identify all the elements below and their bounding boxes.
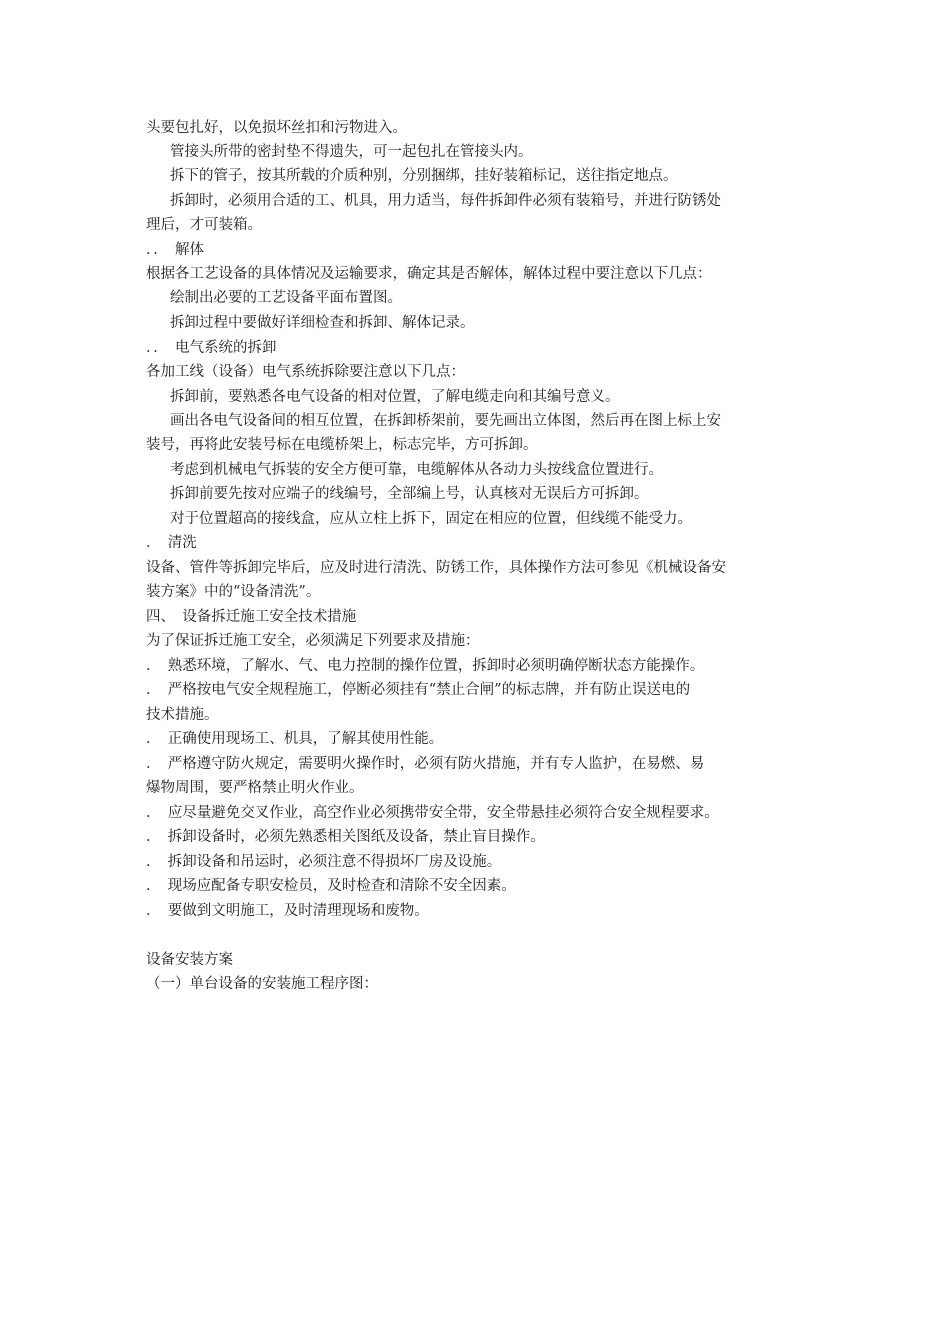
text-line: 绘制出必要的工艺设备平面布置图。 <box>170 290 402 306</box>
text-line: 头要包扎好，以免损坏丝扣和污物进入。 <box>146 120 407 136</box>
text-line: 装号，再将此安装号标在电缆桥架上，标志完毕，方可拆卸。 <box>146 437 538 453</box>
section-heading: ．． 解体 <box>146 242 204 258</box>
list-item: ． 拆卸设备和吊运时，必须注意不得损坏厂房及设施。 <box>146 854 502 870</box>
text-line: 对于位置超高的接线盒，应从立柱上拆下，固定在相应的位置，但线缆不能受力。 <box>170 511 692 527</box>
list-item: ． 要做到文明施工，及时清理现场和废物。 <box>146 903 429 919</box>
text-line: 拆卸时，必须用合适的工、机具，用力适当，每件拆卸件必须有装箱号，并进行防锈处 <box>170 193 721 209</box>
list-item: ． 应尽量避免交叉作业，高空作业必须携带安全带，安全带悬挂必须符合安全规程要求。 <box>146 805 719 821</box>
text-line: 理后，才可装箱。 <box>146 217 262 233</box>
section-heading: ． 清洗 <box>146 535 197 551</box>
text-line: 设备、管件等拆卸完毕后，应及时进行清洗、防锈工作，具体操作方法可参见《机械设备安 <box>146 560 726 576</box>
text-line: 各加工线（设备）电气系统拆除要注意以下几点： <box>146 364 465 380</box>
section-heading: 四、 设备拆迁施工安全技术措施 <box>146 609 357 625</box>
text-line: 根据各工艺设备的具体情况及运输要求，确定其是否解体，解体过程中要注意以下几点： <box>146 266 712 282</box>
text-line: 拆卸前要先按对应端子的线编号，全部编上号，认真核对无误后方可拆卸。 <box>170 486 649 502</box>
section-heading: ．． 电气系统的拆卸 <box>146 340 277 356</box>
text-line: 画出各电气设备间的相互位置，在拆卸桥架前，要先画出立体图，然后再在图上标上安 <box>170 413 721 429</box>
text-line: 技术措施。 <box>146 707 219 723</box>
list-item: ． 严格按电气安全规程施工，停断必须挂有“禁止合闸”的标志牌，并有防止误送电的 <box>146 682 691 698</box>
text-line: 为了保证拆迁施工安全，必须满足下列要求及措施： <box>146 633 480 649</box>
list-item: ． 严格遵守防火规定，需要明火操作时，必须有防火措施，并有专人监护，在易燃、易 <box>146 756 705 772</box>
text-line: （一）单台设备的安装施工程序图： <box>146 976 378 992</box>
list-item: ． 熟悉环境，了解水、气、电力控制的操作位置，拆卸时必须明确停断状态方能操作。 <box>146 658 705 674</box>
text-line: 拆卸前，要熟悉各电气设备的相对位置，了解电缆走向和其编号意义。 <box>170 389 620 405</box>
text-line: 装方案》中的“设备清洗”。 <box>146 584 321 600</box>
text-line: 考虑到机械电气拆装的安全方便可靠，电缆解体从各动力头按线盒位置进行。 <box>170 462 663 478</box>
list-item: ． 正确使用现场工、机具，了解其使用性能。 <box>146 731 444 747</box>
text-line: 管接头所带的密封垫不得遗失，可一起包扎在管接头内。 <box>170 144 533 160</box>
list-item: ． 现场应配备专职安检员，及时检查和清除不安全因素。 <box>146 878 516 894</box>
text-line: 爆物周围，要严格禁止明火作业。 <box>146 780 364 796</box>
text-line: 拆卸过程中要做好详细检查和拆卸、解体记录。 <box>170 315 475 331</box>
section-heading: 设备安装方案 <box>146 952 233 968</box>
list-item: ． 拆卸设备时，必须先熟悉相关图纸及设备，禁止盲目操作。 <box>146 829 545 845</box>
text-line: 拆下的管子，按其所载的介质种别，分别捆绑，挂好装箱标记，送往指定地点。 <box>170 168 678 184</box>
